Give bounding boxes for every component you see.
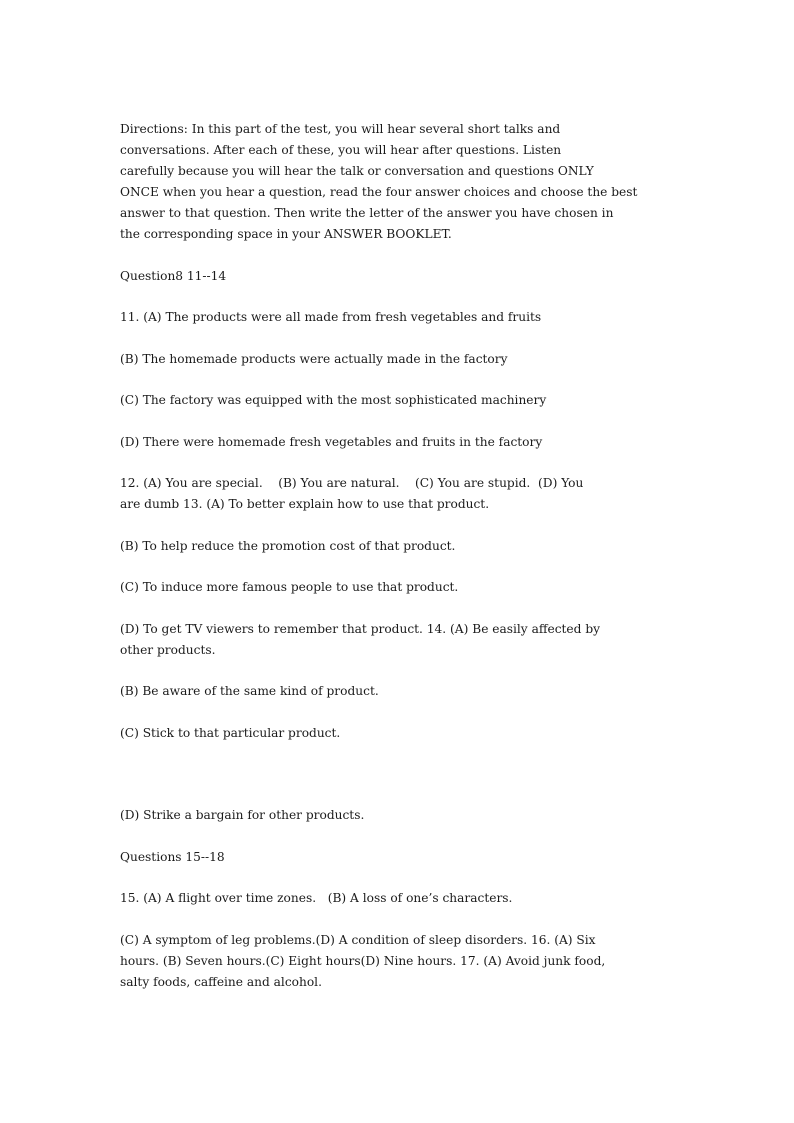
section-heading: Questions 15--18 xyxy=(120,849,225,864)
question-14-option-d: (D) Strike a bargain for other products. xyxy=(120,808,365,822)
question-12-line: 12. (A) You are special. (B) You are natural. (C) You are stupid. (D) You xyxy=(120,476,584,490)
question-13-14-paragraph xyxy=(120,619,676,661)
question-14-option-a: other products. xyxy=(120,642,216,657)
question-11-option-b: (B) The homemade products were actually made in the factory xyxy=(120,351,508,366)
question-17-line: salty foods, caffeine and alcohol. xyxy=(120,974,322,989)
directions-line: answer to that question. Then write the letter of the answer you have chosen in xyxy=(120,206,614,220)
section-heading: Question8 11--14 xyxy=(120,268,227,283)
question-13-option-c: (C) To induce more famous people to use that product. xyxy=(120,580,459,594)
document-page xyxy=(120,119,676,1013)
question-15-16-line: (C) A symptom of leg problems.(D) A condition of sleep disorders. 16. (A) Six xyxy=(120,932,596,947)
directions-line: the corresponding space in your ANSWER BOOKLET. xyxy=(120,227,452,241)
directions-line: Directions: In this part of the test, you will hear several short talks and xyxy=(120,122,561,136)
blank-gap xyxy=(120,764,676,805)
question-14-option-b: (B) Be aware of the same kind of product. xyxy=(120,684,379,698)
directions-line: ONCE when you hear a question, read the four answer choices and choose the best xyxy=(120,185,638,199)
directions-paragraph xyxy=(120,119,676,245)
directions-line: carefully because you will hear the talk or conversation and questions ONLY xyxy=(120,164,594,178)
question-11-option-d: (D) There were homemade fresh vegetables and fruits in the factory xyxy=(120,434,543,449)
question-13-line: are dumb 13. (A) To better explain how to use that product. xyxy=(120,497,490,511)
question-16-17-line: hours. (B) Seven hours.(C) Eight hours(D) Nine hours. 17. (A) Avoid junk food, xyxy=(120,953,606,968)
question-13-option-b: (B) To help reduce the promotion cost of that product. xyxy=(120,538,456,553)
question-11-option-a: 11. (A) The products were all made from fresh vegetables and fruits xyxy=(120,310,542,324)
question-15-paragraph: 15. (A) A flight over time zones. (B) A loss of one’s characters. xyxy=(120,891,513,905)
directions-line: conversations. After each of these, you will hear after questions. Listen xyxy=(120,143,562,157)
question-14-option-c: (C) Stick to that particular product. xyxy=(120,725,341,740)
question-12-13-paragraph xyxy=(120,473,676,515)
question-15-17-paragraph xyxy=(120,930,676,993)
question-11-option-c: (C) The factory was equipped with the most sophisticated machinery xyxy=(120,393,547,407)
question-13-option-d: (D) To get TV viewers to remember that product. 14. (A) Be easily affected by xyxy=(120,621,601,636)
